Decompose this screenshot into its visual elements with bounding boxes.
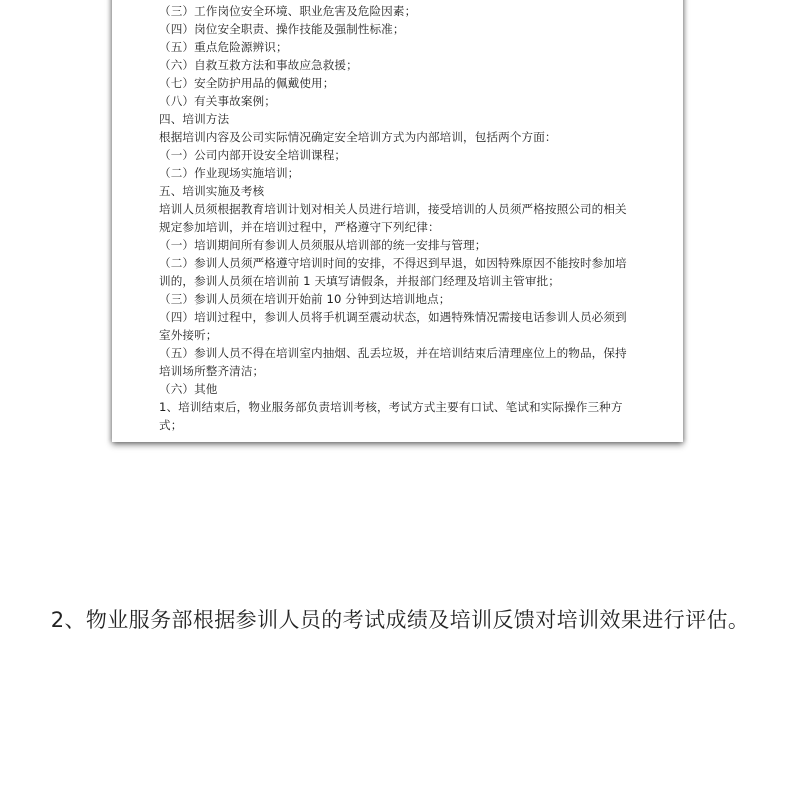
document-page-preview [112,0,683,442]
document-line: （四）培训过程中，参训人员将手机调至震动状态，如遇特殊情况需接电话参训人员必须到 [159,310,627,324]
document-line: 培训人员须根据教育培训计划对相关人员进行培训，接受培训的人员须严格按照公司的相关 [159,202,627,216]
document-line: （四）岗位安全职责、操作技能及强制性标准； [159,22,405,36]
footer-caption: 2、物业服务部根据参训人员的考试成绩及培训反馈对培训效果进行评估。 [50,608,750,632]
document-line: 规定参加培训，并在培训过程中，严格遵守下列纪律： [159,220,440,234]
document-line: 培训场所整齐清洁； [159,364,265,378]
document-line: （八）有关事故案例； [159,94,276,108]
document-line: 训的，参训人员须在培训前 1 天填写请假条，并报部门经理及培训主管审批； [159,274,560,288]
section-heading: 五、培训实施及考核 [159,184,265,198]
document-line: （一）培训期间所有参训人员须服从培训部的统一安排与管理； [159,238,487,252]
document-line: （一）公司内部开设安全培训课程； [159,148,347,162]
document-line: （七）安全防护用品的佩戴使用； [159,76,335,90]
document-line: （三）工作岗位安全环境、职业危害及危险因素； [159,4,417,18]
document-line: （六）自救互救方法和事故应急救援； [159,58,358,72]
document-line: （六）其他 [159,382,218,396]
document-line: 式； [159,418,183,432]
document-line: 根据培训内容及公司实际情况确定安全培训方式为内部培训，包括两个方面： [159,130,557,144]
document-body [159,0,659,434]
document-line: （二）参训人员须严格遵守培训时间的安排，不得迟到早退，如因特殊原因不能按时参加培 [159,256,627,270]
document-line: （三）参训人员须在培训开始前 10 分钟到达培训地点； [159,292,451,306]
section-heading: 四、培训方法 [159,112,230,126]
document-line: （二）作业现场实施培训； [159,166,300,180]
document-line: （五）重点危险源辨识； [159,40,288,54]
document-line: 室外接听； [159,328,218,342]
document-line: 1、培训结束后，物业服务部负责培训考核，考试方式主要有口试、笔试和实际操作三种方 [159,400,623,414]
document-line: （五）参训人员不得在培训室内抽烟、乱丢垃圾，并在培训结束后清理座位上的物品，保持 [159,346,627,360]
